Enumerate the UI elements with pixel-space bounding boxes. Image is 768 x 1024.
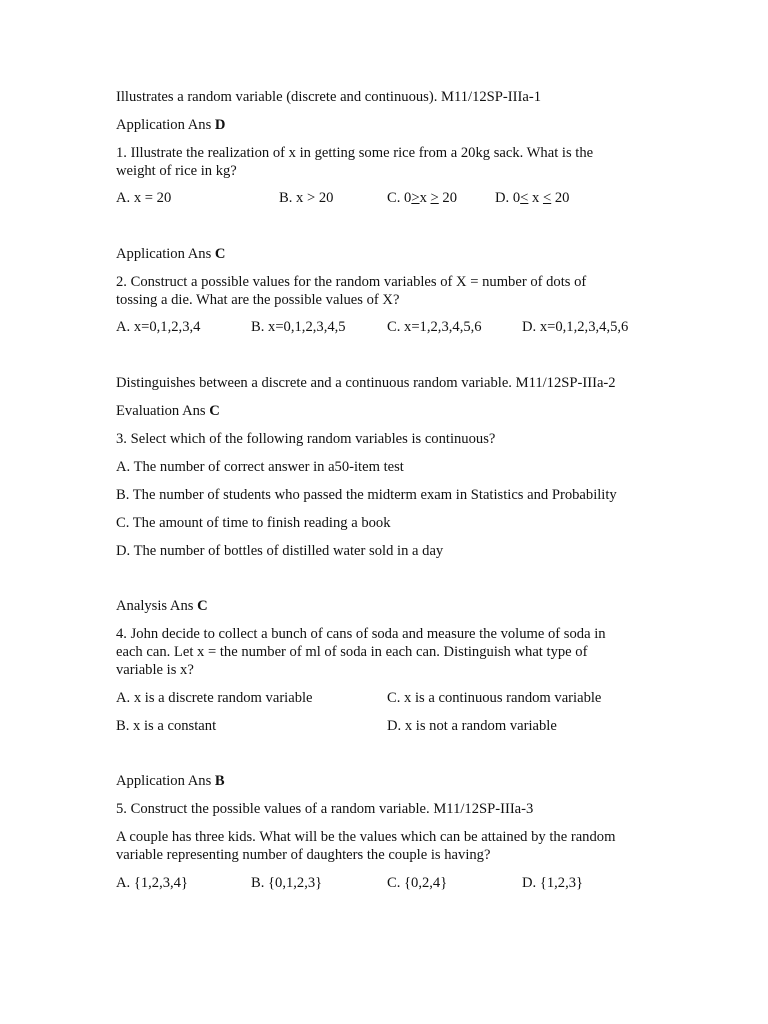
section-heading-2: Distinguishes between a discrete and a continuous random variable. M11/12SP-IIIa-2: [116, 375, 616, 391]
q4-label-text: Analysis Ans: [116, 598, 198, 614]
q1-option-c-middle: x: [419, 190, 431, 206]
q5-answer: B: [214, 773, 225, 789]
q4-text-line3: variable is x?: [116, 662, 194, 678]
q5-label-text: Application Ans: [116, 773, 215, 789]
q3-option-b: B. The number of students who passed the midterm exam in Statistics and Probability: [116, 487, 617, 503]
section-heading-1: Illustrates a random variable (discrete and continuous). M11/12SP-IIIa-1: [116, 89, 541, 105]
q5-option-d: D. {1,2,3}: [522, 875, 584, 891]
q5-option-b: B. {0,1,2,3}: [251, 875, 323, 891]
q3-option-a: A. The number of correct answer in a50-item test: [116, 459, 404, 475]
q1-option-c-symbol2: >: [430, 190, 439, 206]
q2-label: [116, 245, 225, 263]
q4-text-line1: 4. John decide to collect a bunch of cans of soda and measure the volume of soda in: [116, 626, 606, 642]
q4-answer: C: [197, 598, 208, 614]
q2-answer: C: [214, 246, 226, 262]
q2-text-line1: 2. Construct a possible values for the random variables of X = number of dots of: [116, 274, 587, 290]
q1-option-c-symbol1: >: [411, 190, 420, 206]
q3-label-text: Evaluation Ans: [116, 403, 210, 419]
q1-option-c-prefix: C. 0: [387, 190, 412, 206]
q5-text-line1: 5. Construct the possible values of a random variable. M11/12SP-IIIa-3: [116, 801, 534, 817]
q1-option-c-suffix: 20: [438, 190, 457, 206]
q4-text-line2: each can. Let x = the number of ml of soda in each can. Distinguish what type of: [116, 644, 588, 660]
q1-option-d-symbol2: <: [542, 190, 552, 206]
q1-option-b: B. x > 20: [279, 190, 334, 206]
q5-text-line3: variable representing number of daughters the couple is having?: [116, 847, 491, 863]
q1-label-text: Application Ans: [116, 117, 215, 133]
q1-option-a: A. x = 20: [116, 190, 172, 206]
q3-text-line1: 3. Select which of the following random variables is continuous?: [116, 431, 496, 447]
q4-option-d: D. x is not a random variable: [387, 718, 557, 734]
q1-text-line1: 1. Illustrate the realization of x in getting some rice from a 20kg sack. What is the: [116, 145, 594, 161]
q3-option-d: D. The number of bottles of distilled water sold in a day: [116, 543, 444, 559]
q2-option-d: D. x=0,1,2,3,4,5,6: [522, 319, 629, 335]
q2-label-text: Application Ans: [116, 246, 215, 262]
q1-answer: D: [214, 117, 226, 133]
q4-label: [116, 597, 208, 615]
q4-option-c: C. x is a continuous random variable: [387, 690, 602, 706]
q4-option-a: A. x is a discrete random variable: [116, 690, 313, 706]
q1-option-d: [495, 189, 569, 207]
q1-text-line2: weight of rice in kg?: [116, 163, 237, 179]
q5-option-c: C. {0,2,4}: [387, 875, 448, 891]
q4-option-b: B. x is a constant: [116, 718, 217, 734]
q1-option-c: [387, 189, 457, 207]
q3-answer: C: [209, 403, 220, 419]
q2-option-b: B. x=0,1,2,3,4,5: [251, 319, 346, 335]
q2-option-c: C. x=1,2,3,4,5,6: [387, 319, 482, 335]
q3-option-c: C. The amount of time to finish reading a book: [116, 515, 391, 531]
q1-label: [116, 116, 225, 134]
q2-option-a: A. x=0,1,2,3,4: [116, 319, 201, 335]
q5-option-a: A. {1,2,3,4}: [116, 875, 188, 891]
q5-label: [116, 772, 225, 790]
q1-option-d-prefix: D. 0: [495, 190, 521, 206]
q1-option-d-symbol1: <: [520, 190, 529, 206]
q1-option-d-suffix: 20: [551, 190, 570, 206]
q1-option-d-middle: x: [528, 190, 543, 206]
q2-text-line2: tossing a die. What are the possible values of X?: [116, 292, 400, 308]
q3-label: [116, 402, 220, 420]
q5-text-line2: A couple has three kids. What will be the values which can be attained by the random: [116, 829, 616, 845]
